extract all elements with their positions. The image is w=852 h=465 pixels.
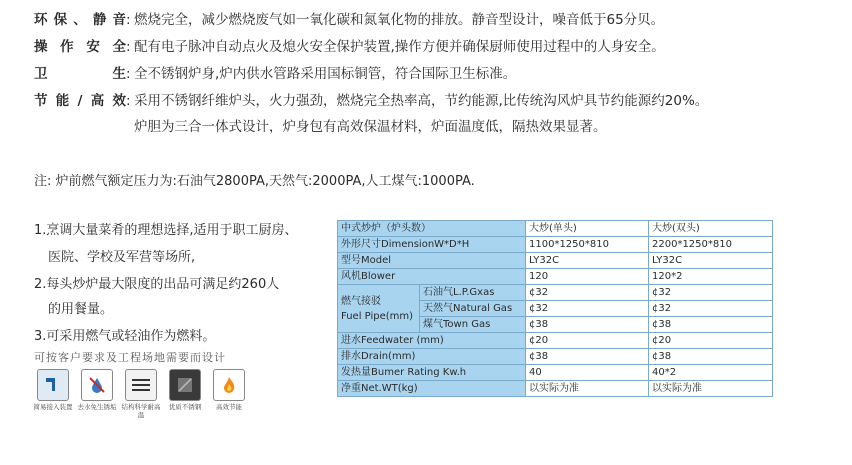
table-cell: ¢32 — [649, 301, 773, 317]
table-cell: 40*2 — [649, 365, 773, 381]
feature-safety: 操作安全: 配有电子脉冲自动点火及熄火安全保护装置,操作方便并确保厨师使用过程中的人身安全。 — [34, 39, 665, 55]
icon-caption: 去水免生锈垢 — [77, 403, 117, 411]
icon-caption: 结构科学耐高温 — [121, 403, 161, 419]
table-header-row — [338, 221, 773, 237]
feature-text: 全不锈钢炉身,炉内供水管路采用国标铜管，符合国际卫生标准。 — [134, 66, 517, 82]
feature-text: 采用不锈钢纤维炉头，火力强劲，燃烧完全热率高，节约能源,比传统沟风炉具节约能源约20%。 — [134, 93, 709, 109]
fuel-pipe-label-en: Fuel Pipe(mm) — [341, 310, 414, 322]
icon-item — [77, 369, 117, 419]
table-cell: ¢38 — [526, 317, 649, 333]
feature-text: 配有电子脉冲自动点火及熄火安全保护装置,操作方便并确保厨师使用过程中的人身安全。 — [134, 39, 665, 55]
table-cell: ¢20 — [649, 333, 773, 349]
feature-label: 环保、静音 — [34, 12, 126, 28]
table-cell: 120*2 — [649, 269, 773, 285]
table-row — [338, 381, 773, 397]
table-cell: 120 — [526, 269, 649, 285]
feature-text: 燃烧完全，减少燃烧废气如一氧化碳和氮氧化物的排放。静音型设计，噪音低于65分贝。 — [134, 12, 665, 28]
table-row — [338, 269, 773, 285]
fuel-pipe-label — [338, 285, 420, 333]
tap-icon — [37, 369, 69, 401]
table-row — [338, 285, 773, 301]
no-water-icon — [81, 369, 113, 401]
spec-table — [337, 220, 773, 397]
feature-label: 操作安全 — [34, 39, 126, 55]
row-label: 风机Blower — [338, 269, 526, 285]
table-row — [338, 365, 773, 381]
icon-item — [170, 369, 200, 419]
use-line: 3.可采用燃气或轻油作为燃料。 — [34, 329, 216, 344]
table-cell: ¢32 — [526, 301, 649, 317]
stainless-icon — [169, 369, 201, 401]
feature-hygiene: 卫生: 全不锈钢炉身,炉内供水管路采用国标铜管，符合国际卫生标准。 — [34, 66, 517, 82]
pressure-note: 注: 炉前燃气额定压力为:石油气2800PA,天然气:2000PA,人工煤气:1000PA. — [34, 174, 475, 189]
row-label: 煤气Town Gas — [420, 317, 526, 333]
feature-continuation: 炉胆为三合一体式设计，炉身包有高效保温材料，炉面温度低，隔热效果显著。 — [134, 119, 607, 135]
table-header-cell: 中式炒炉（炉头数） — [338, 221, 526, 237]
table-cell: ¢38 — [649, 349, 773, 365]
row-label: 进水Feedwater (mm) — [338, 333, 526, 349]
row-label: 外形尺寸DimensionW*D*H — [338, 237, 526, 253]
row-label: 型号Model — [338, 253, 526, 269]
table-cell: 1100*1250*810 — [526, 237, 649, 253]
table-cell: ¢20 — [526, 333, 649, 349]
structure-icon — [125, 369, 157, 401]
use-line: 的用餐量。 — [48, 302, 114, 317]
use-line: 医院、学校及军营等场所, — [48, 250, 196, 265]
custom-design-note: 可按客户要求及工程场地需要而设计 — [34, 351, 226, 364]
table-cell: ¢38 — [526, 349, 649, 365]
flame-icon — [213, 369, 245, 401]
table-header-cell: 大炒(双头) — [649, 221, 773, 237]
row-label: 天然气Natural Gas — [420, 301, 526, 317]
feature-eco: 环保、静音: 燃烧完全，减少燃烧废气如一氧化碳和氮氧化物的排放。静音型设计，噪音低于65分贝。 — [34, 12, 665, 28]
row-label: 发热量Bumer Rating Kw.h — [338, 365, 526, 381]
row-label: 排水Drain(mm) — [338, 349, 526, 365]
feature-label: 节能/高效 — [34, 93, 126, 109]
table-row — [338, 237, 773, 253]
table-cell: 以实际为准 — [649, 381, 773, 397]
table-cell: 以实际为准 — [526, 381, 649, 397]
table-header-cell: 大炒(单头) — [526, 221, 649, 237]
table-cell: 40 — [526, 365, 649, 381]
table-row — [338, 349, 773, 365]
row-label: 石油气L.P.Gxas — [420, 285, 526, 301]
table-cell: LY32C — [526, 253, 649, 269]
icon-item — [214, 369, 244, 419]
table-cell: LY32C — [649, 253, 773, 269]
feature-icons — [33, 369, 244, 419]
feature-efficiency: 节能/高效: 采用不锈钢纤维炉头，火力强劲，燃烧完全热率高，节约能源,比传统沟风炉具节约能源约20%。 — [34, 93, 709, 109]
use-line: 2.每头炒炉最大限度的出品可满足约260人 — [34, 277, 280, 292]
feature-label: 卫生 — [34, 66, 126, 82]
icon-caption: 高效节能 — [216, 403, 242, 411]
icon-caption: 简易接入装置 — [33, 403, 73, 411]
table-cell: ¢32 — [526, 285, 649, 301]
icon-caption: 优质不锈钢 — [168, 403, 202, 411]
table-row — [338, 253, 773, 269]
icon-item — [33, 369, 73, 419]
table-cell: ¢38 — [649, 317, 773, 333]
row-label: 净重Net.WT(kg) — [338, 381, 526, 397]
fuel-pipe-label-cn: 燃气接驳 — [341, 295, 381, 307]
table-cell: ¢32 — [649, 285, 773, 301]
table-cell: 2200*1250*810 — [649, 237, 773, 253]
use-line: 1.烹调大量菜肴的理想选择,适用于职工厨房、 — [34, 223, 298, 238]
icon-item — [121, 369, 161, 419]
table-row — [338, 333, 773, 349]
